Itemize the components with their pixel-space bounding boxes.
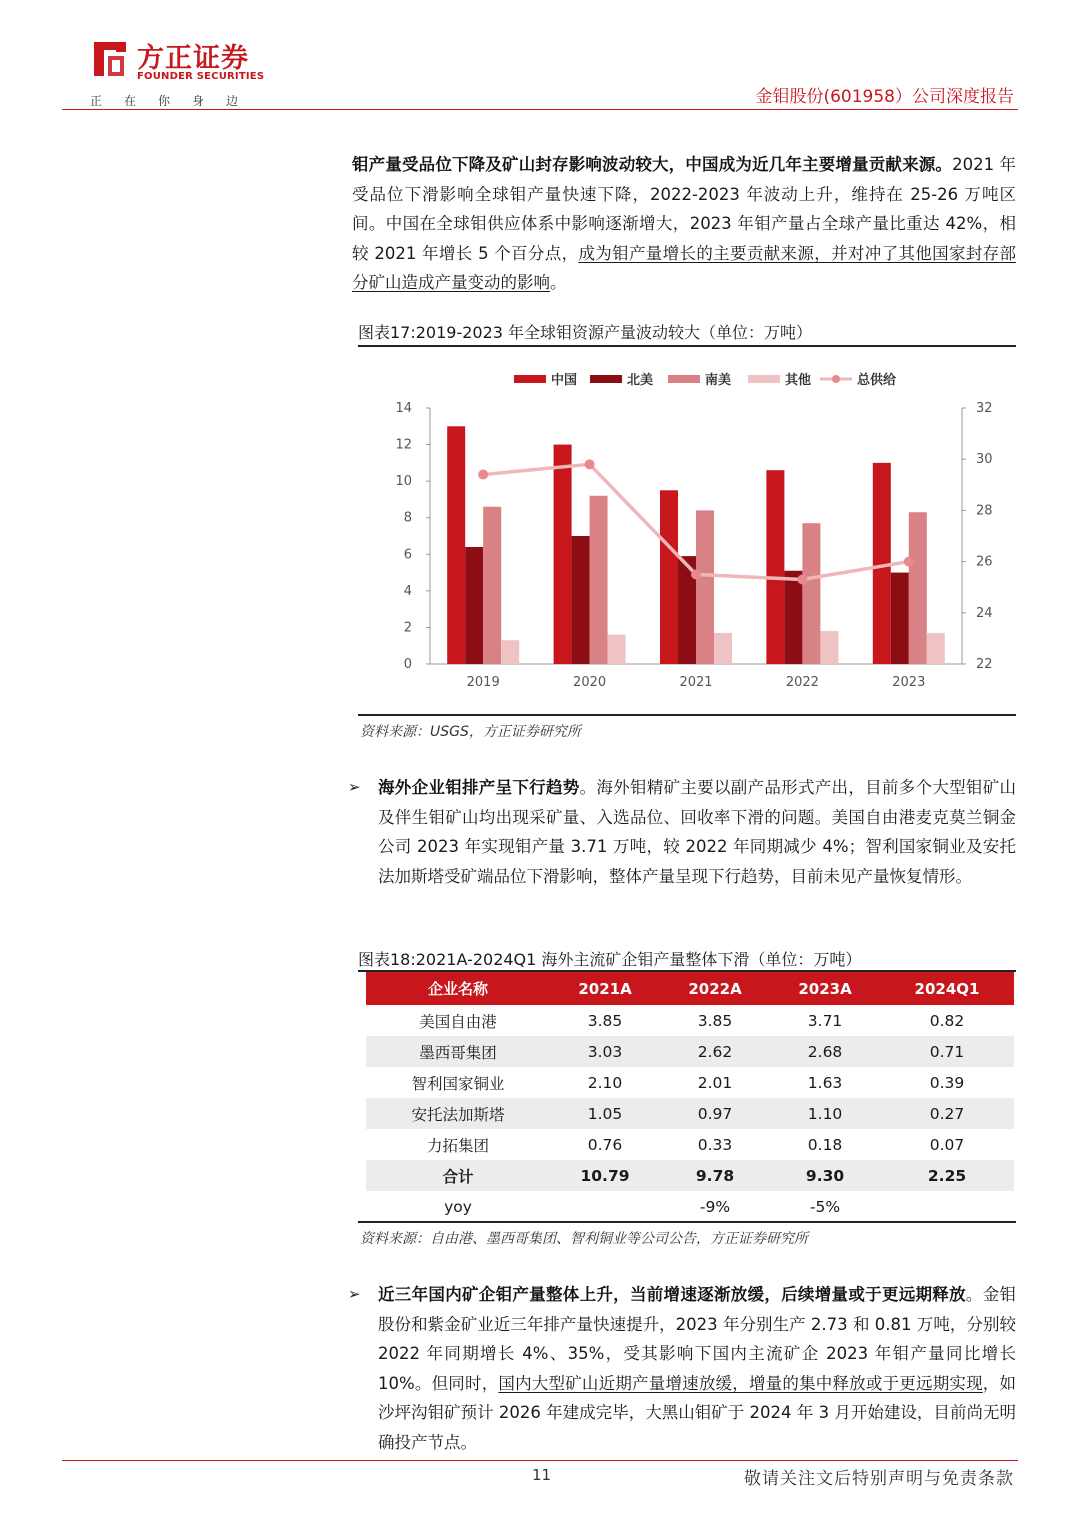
- table-cell: [550, 1191, 660, 1222]
- legend-swatch-北美: [590, 375, 622, 383]
- legend-swatch-中国: [514, 375, 546, 383]
- bar-中国: [554, 445, 572, 664]
- table-total-row: [366, 1160, 1014, 1191]
- table-cell: 1.05: [550, 1098, 660, 1129]
- legend-swatch-南美: [668, 375, 700, 383]
- legend-label-南美: 南美: [705, 373, 732, 388]
- bullet2-marker: ➢: [348, 1285, 361, 1303]
- table-header-cell: 2023A: [770, 972, 880, 1005]
- figure17-chart: [358, 355, 1016, 710]
- table-cell: 10.79: [550, 1160, 660, 1191]
- table-cell: 合计: [366, 1160, 550, 1191]
- table-header-row: [366, 972, 1014, 1005]
- table-cell: 2.10: [587, 1073, 623, 1092]
- figure17-source: 资料来源：USGS，方正证券研究所: [360, 724, 581, 740]
- slogan: 正在你身边: [90, 94, 261, 108]
- point-总供给: [478, 470, 488, 480]
- table-header-cell: 2021A: [550, 972, 660, 1005]
- bar-其他: [501, 640, 519, 664]
- legend-label-中国: 中国: [551, 373, 578, 388]
- bar-中国: [766, 470, 784, 664]
- logo-english: FOUNDER SECURITIES: [137, 71, 265, 82]
- table-cell: 2.68: [770, 1036, 880, 1067]
- table-cell: 0.82: [929, 1011, 965, 1030]
- left-tick-label: 8: [403, 510, 412, 526]
- table-yoy-row: [366, 1191, 1014, 1222]
- bar-北美: [465, 547, 483, 664]
- table-cell: -9%: [699, 1197, 731, 1216]
- table-row: [366, 1005, 1014, 1036]
- table-cell: -5%: [809, 1197, 841, 1216]
- bar-北美: [784, 571, 802, 664]
- chart-legend: [514, 372, 897, 388]
- x-tick-label: 2020: [573, 675, 607, 690]
- table-cell: 2.25: [880, 1160, 1014, 1191]
- table-cell: [880, 1191, 1014, 1222]
- bullet1-marker: ➢: [348, 778, 361, 796]
- table-cell: 安托法加斯塔: [366, 1098, 550, 1129]
- right-tick-label: 28: [976, 503, 993, 519]
- table-cell: 1.10: [770, 1098, 880, 1129]
- table-cell: 3.85: [587, 1011, 623, 1030]
- table-header-cell: 2024Q1: [880, 972, 1014, 1005]
- left-tick-label: 4: [403, 583, 412, 599]
- bullet2-text: 。金钼股份和紫金矿业近三年排产量快速提升，2023 年分别生产 2.73 和 0.81 万吨，分别较 2022 年同期增长 4%、35%，受其影响下国内主流矿企 2023 年钼产量同比增长 10%。但同时，: [378, 1285, 1017, 1393]
- bar-南美: [696, 510, 714, 664]
- legend-marker-总供给: [832, 375, 840, 383]
- left-tick-label: 14: [395, 401, 412, 416]
- bar-其他: [608, 635, 626, 664]
- figure17-top-rule: [358, 345, 1016, 347]
- bar-中国: [660, 490, 678, 664]
- bar-南美: [590, 496, 608, 664]
- legend-label-其他: 其他: [785, 373, 812, 388]
- footer-divider: [62, 1460, 1018, 1461]
- point-总供给: [904, 557, 914, 567]
- table-cell: yoy: [444, 1197, 472, 1216]
- table-cell: 墨西哥集团: [366, 1036, 550, 1067]
- table-cell: 智利国家铜业: [411, 1074, 505, 1093]
- point-总供给: [585, 459, 595, 469]
- left-tick-label: 6: [403, 547, 412, 563]
- table-row: [366, 1036, 1014, 1067]
- bullet2-tail: ，如沙坪沟钼矿预计 2026 年建成完毕，大黑山钼矿于 2024 年 3 月开始建设，目前尚无明确投产节点。: [378, 1373, 1016, 1452]
- x-tick-label: 2021: [679, 675, 713, 690]
- figure18-source: 资料来源：自由港、墨西哥集团、智利铜业等公司公告，方正证券研究所: [360, 1231, 808, 1247]
- chart-bars: [447, 426, 945, 664]
- figure18-title: 图表18:2021A-2024Q1 海外主流矿企钼产量整体下滑（单位：万吨）: [358, 950, 862, 969]
- bar-中国: [447, 426, 465, 664]
- disclaimer-link[interactable]: 敬请关注文后特别声明与免责条款: [744, 1469, 1014, 1489]
- bullet2-paragraph: [378, 1280, 1016, 1457]
- figure17-bottom-rule: [358, 714, 1016, 716]
- bar-北美: [572, 536, 590, 664]
- bullet1-lead: 海外企业钼排产呈下行趋势: [378, 778, 580, 797]
- table-cell: 2.01: [697, 1073, 733, 1092]
- bar-南美: [483, 507, 501, 664]
- legend-label-总供给: 总供给: [857, 373, 897, 388]
- table-header-cell: 2022A: [660, 972, 770, 1005]
- legend-label-北美: 北美: [627, 373, 654, 388]
- report-title: 金钼股份(601958）公司深度报告: [755, 87, 1014, 107]
- founder-logo-icon: [88, 38, 130, 80]
- bar-北美: [891, 573, 909, 664]
- right-tick-label: 30: [976, 452, 993, 468]
- figure17-title: 图表17:2019-2023 年全球钼资源产量波动较大（单位：万吨）: [358, 323, 813, 342]
- right-tick-label: 22: [976, 657, 993, 672]
- x-tick-label: 2023: [892, 675, 926, 690]
- section1-text: 2021 年受品位下滑影响全球钼产量快速下降，2022-2023 年波动上升，维持在 25-26 万吨区间。中国在全球钼供应体系中影响逐渐增大，2023 年钼产量占全球产量比重达 42%，相较 2021 年增长 5 个百分点，: [352, 155, 1016, 263]
- x-tick-label: 2019: [466, 675, 500, 690]
- bar-其他: [927, 633, 945, 664]
- table-cell: 0.71: [880, 1036, 1014, 1067]
- table-cell: 9.78: [660, 1160, 770, 1191]
- table-cell: 0.97: [660, 1098, 770, 1129]
- bullet2-underlined: 国内大型矿山近期产量增速放缓，增量的集中释放或于更远期实现: [498, 1373, 983, 1393]
- table-cell: 0.76: [587, 1135, 623, 1154]
- x-tick-label: 2022: [785, 675, 819, 690]
- bullet1-paragraph: [378, 773, 1016, 891]
- left-tick-label: 2: [403, 620, 412, 636]
- section1-underlined: 成为钼产量增长的主要贡献来源，并对冲了其他国家封存部分矿山造成产量变动的影响: [352, 243, 1017, 292]
- table-cell: 3.71: [807, 1011, 843, 1030]
- point-总供给: [691, 569, 701, 579]
- right-tick-label: 26: [976, 554, 993, 570]
- table-cell: 2.62: [660, 1036, 770, 1067]
- logo-text: 方正证券: [137, 43, 249, 74]
- table-cell: 3.85: [697, 1011, 733, 1030]
- table-cell: 美国自由港: [419, 1012, 497, 1031]
- bar-其他: [820, 631, 838, 664]
- left-tick-label: 12: [395, 437, 412, 453]
- table-cell: 0.07: [929, 1135, 965, 1154]
- table-cell: 9.30: [770, 1160, 880, 1191]
- left-tick-label: 0: [403, 657, 412, 672]
- bullet1-text: 。海外钼精矿主要以副产品形式产出，目前多个大型钼矿山及伴生钼矿山均出现采矿量、入选品位、回收率下滑的问题。美国自由港麦克莫兰铜金公司 2023 年实现钼产量 3.71 万吨，较 2022 年同期减少 4%；智利国家铜业及安托法加斯塔受矿端品位下滑影响，整体产量呈现下行趋势，目前未见产量恢复情形。: [378, 778, 1017, 886]
- section1-paragraph: [352, 150, 1016, 298]
- right-tick-label: 32: [976, 401, 993, 416]
- page-number: 11: [532, 1466, 552, 1484]
- figure18-bottom-rule: [358, 1221, 1016, 1223]
- bar-南美: [909, 512, 927, 664]
- bar-其他: [714, 633, 732, 664]
- table-cell: 力拓集团: [426, 1136, 489, 1155]
- table-cell: 1.63: [807, 1073, 843, 1092]
- left-tick-label: 10: [395, 474, 412, 490]
- bullet2-lead: 近三年国内矿企钼产量整体上升，当前增速逐渐放缓，后续增量或于更远期释放: [378, 1285, 966, 1304]
- table-row: [366, 1129, 1014, 1160]
- table-row: [366, 1067, 1014, 1098]
- section1-tail: 。: [550, 273, 567, 292]
- table-cell: 0.18: [807, 1135, 843, 1154]
- section1-lead: 钼产量受品位下降及矿山封存影响波动较大，中国成为近几年主要增量贡献来源。: [352, 155, 953, 174]
- table-cell: 0.33: [697, 1135, 733, 1154]
- point-总供给: [797, 575, 807, 585]
- table-cell: 0.39: [929, 1073, 965, 1092]
- header-divider: [62, 109, 1018, 110]
- table-cell: 3.03: [550, 1036, 660, 1067]
- production-table: [366, 972, 1014, 1222]
- bar-南美: [802, 523, 820, 664]
- table-row: [366, 1098, 1014, 1129]
- right-tick-label: 24: [976, 605, 993, 621]
- legend-swatch-其他: [748, 375, 780, 383]
- table-cell: 0.27: [880, 1098, 1014, 1129]
- table-header-cell: 企业名称: [366, 972, 550, 1005]
